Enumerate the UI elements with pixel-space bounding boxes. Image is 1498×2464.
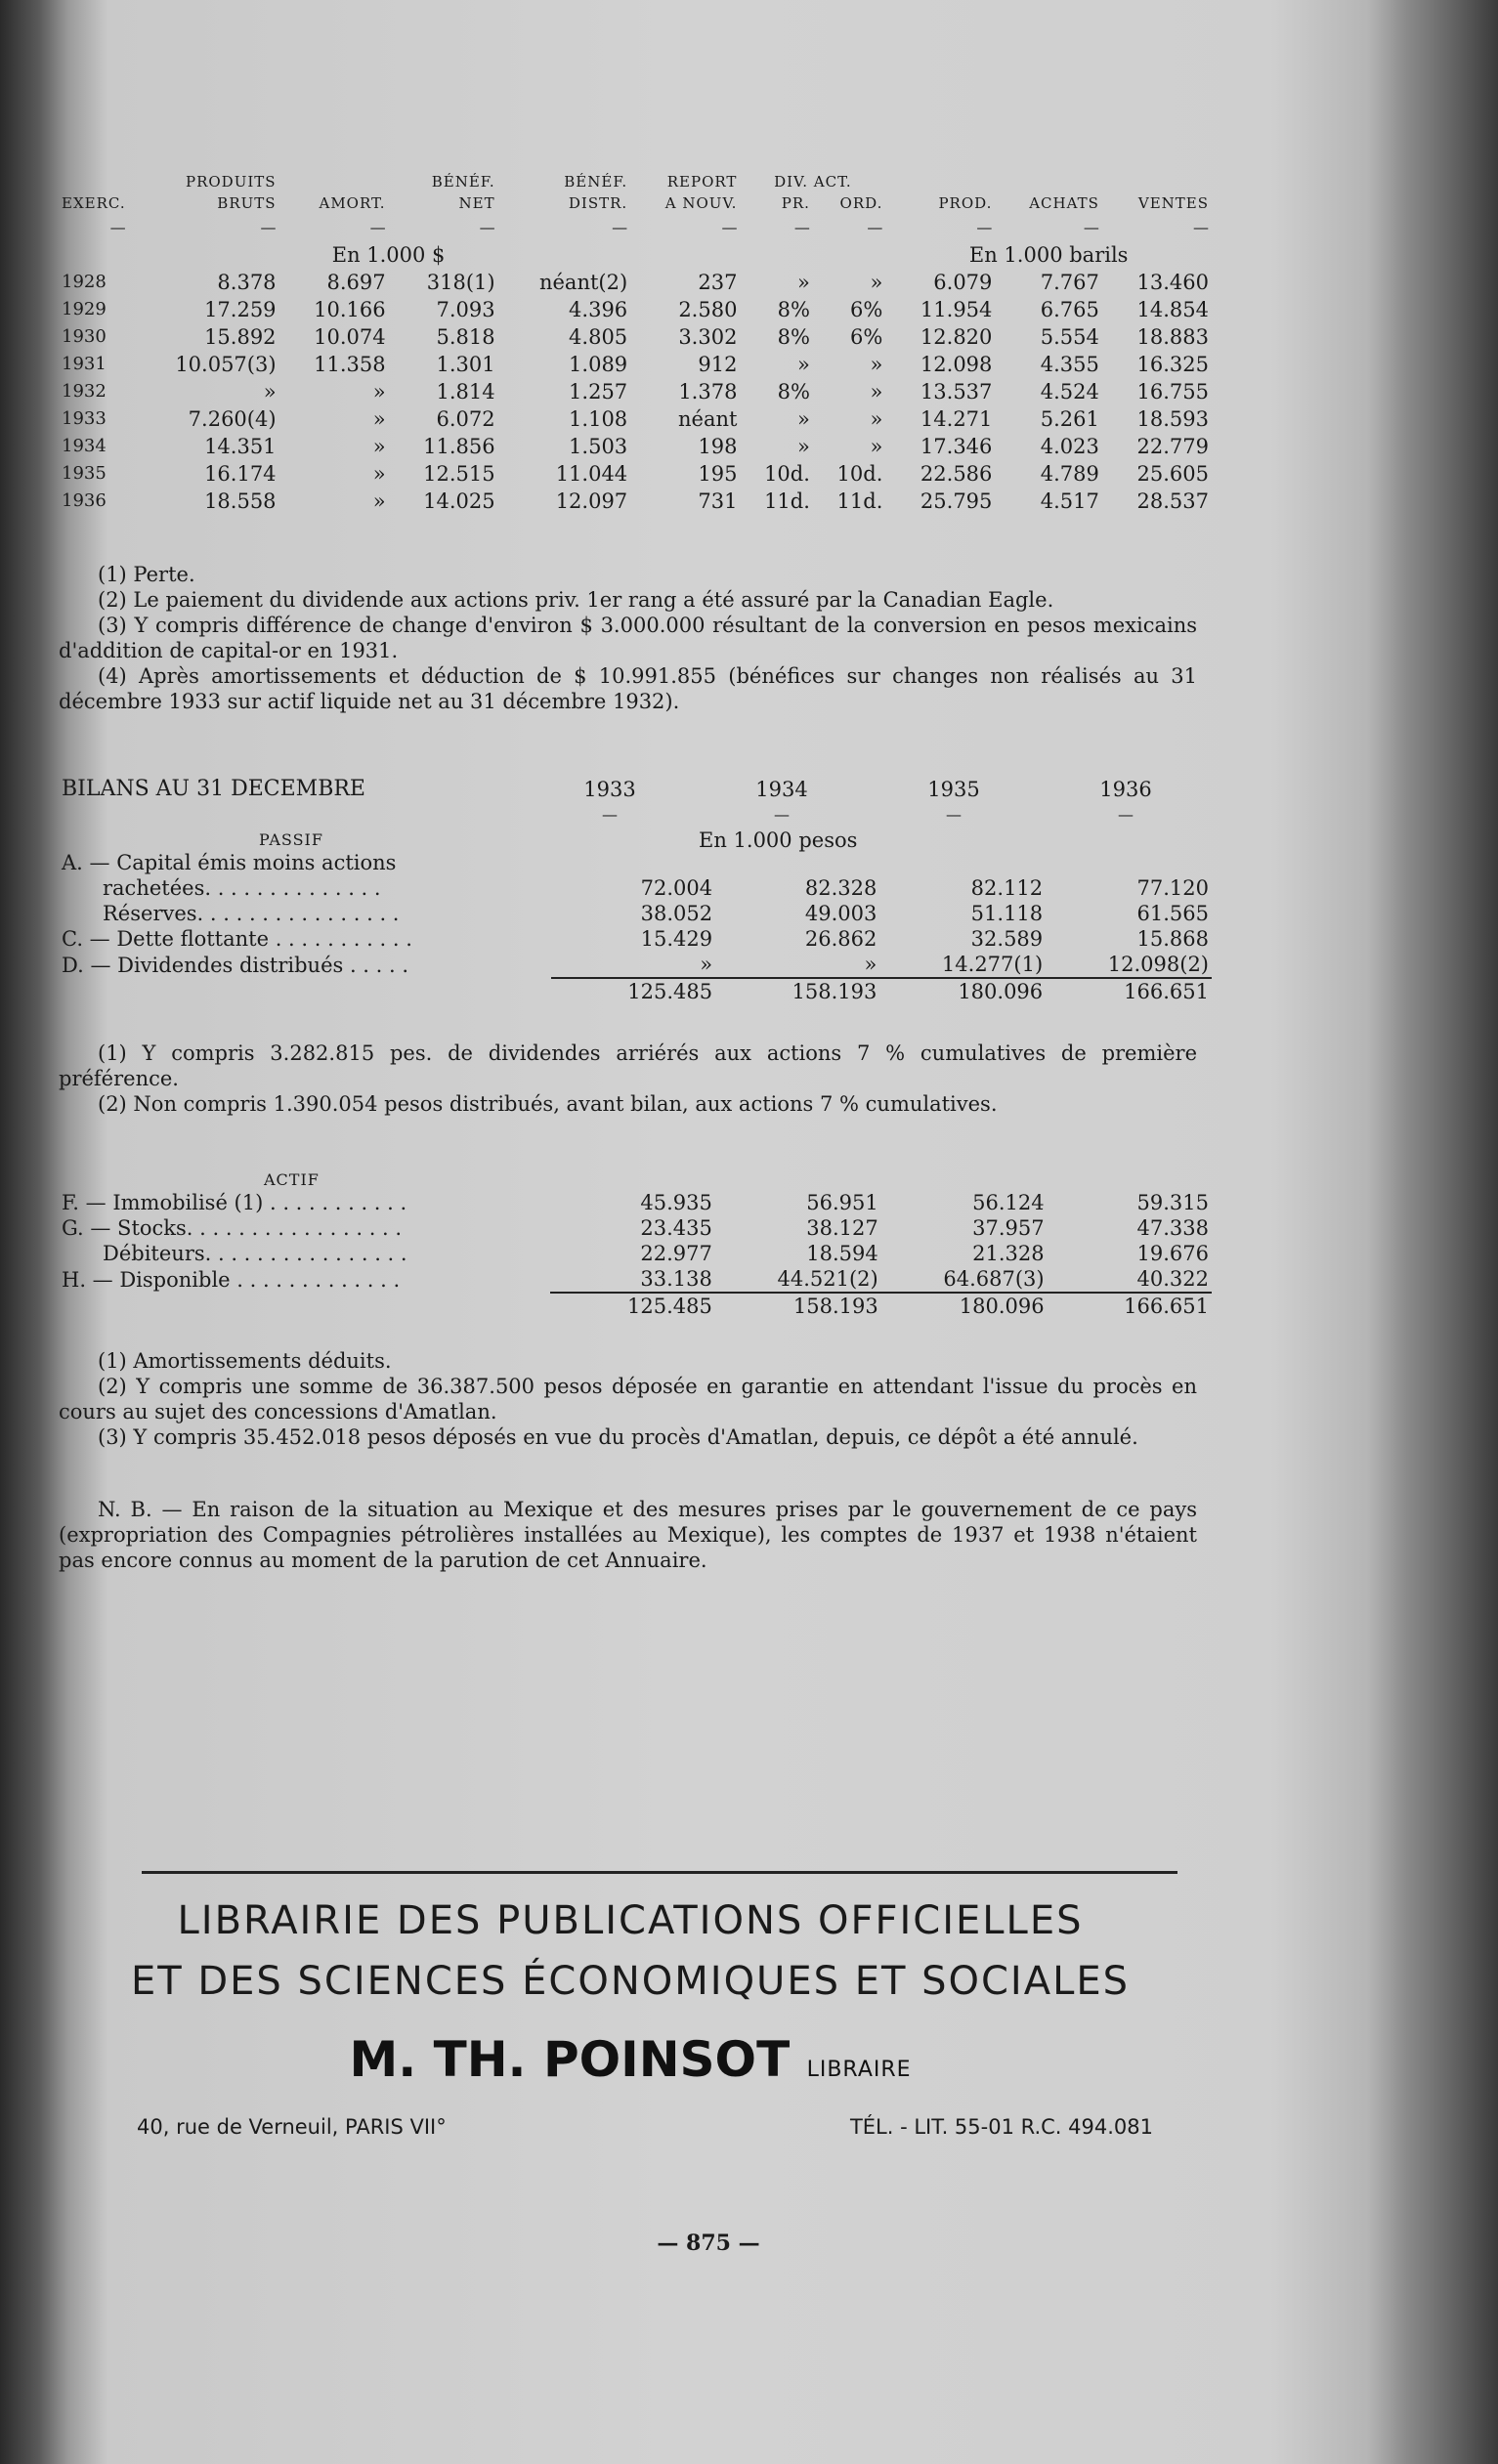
ad-contact <box>78 2115 1182 2139</box>
bilans-title: BILANS AU 31 DECEMBRE <box>62 777 365 801</box>
col-report: REPORT <box>666 173 738 191</box>
actif-title: ACTIF <box>264 1170 320 1189</box>
col-produits: PRODUITS <box>185 173 277 191</box>
bilan-row <box>59 1241 1212 1266</box>
ad-libraire: LIBRAIRE <box>806 2058 912 2082</box>
table-cell: 7.260(4) <box>188 407 277 431</box>
table-cell: 318(1) <box>426 271 495 294</box>
results-table: PRODUITS BÉNÉF. BÉNÉF. REPORT DIV. ACT. EXERC. BRUTS AMORT. NET DISTR. A NOUV. PR. ORD. PROD. ACHATS VENTES — — — — — — — — — — — En 1.000 $ En 1.000 barils 1928 8.378 8.697 318(1) néant(2) 237 » » 6.079 7.767 13.460 1929 17.259 10.166 7.093 4.396 2.580 8% 6% 11.954 6.765 14.854 1930 15.892 10.074 5.818 4.805 3.302 8% 6% 12.820 5.554 18.883 1931 10.057(3) 11.358 1.301 1.089 912 » » 12.098 4.355 16.325 1932 » » 1.814 1.257 1.378 8% » 13.537 4.524 16.755 1933 7.260(4) » 6.072 1.108 néant » » 14.271 5.261 18.593 1934 14.351 » 11.856 1.503 198 » » 17.346 4.023 22.779 1935 16.174 » 12.515 11.044 195 10d. 10d. 22.586 4.789 25.605 1936 18.558 » 14.025 12.097 731 11d. 11d. 25.795 4.517 28.537 <box>59 171 1212 515</box>
table-footnotes <box>59 562 1197 714</box>
table-cell: 198 <box>698 435 738 458</box>
bilan-value: 82.328 <box>804 876 877 900</box>
bilan-label: C. — Dette flottante . . . . . . . . . . . <box>62 927 412 951</box>
nb-note <box>59 1497 1197 1573</box>
table-cell: 25.605 <box>1136 462 1209 486</box>
table-cell: 3.302 <box>678 325 738 349</box>
actif-footnotes <box>59 1348 1197 1450</box>
bilan-label: D. — Dividendes distribués . . . . . <box>62 953 409 977</box>
table-cell: 12.820 <box>920 325 993 349</box>
table-cell: 10.166 <box>314 298 386 321</box>
table-cell: 8% <box>777 325 810 349</box>
table-cell: 1.301 <box>436 353 495 376</box>
bilan-total: 180.096 <box>959 1295 1045 1318</box>
bilan-total: 125.485 <box>627 980 713 1003</box>
table-cell: 1934 <box>62 436 107 456</box>
table-cell: 12.097 <box>555 489 628 513</box>
bilan-value <box>551 850 715 875</box>
table-row <box>59 405 1212 433</box>
year-col: 1933 <box>583 778 636 801</box>
col-prod: PROD. <box>938 194 993 212</box>
col-amort: AMORT. <box>319 194 386 212</box>
bilan-value: 19.676 <box>1136 1242 1209 1265</box>
table-cell: » <box>797 435 810 458</box>
table-cell: 1935 <box>62 463 107 484</box>
bilan-value: 22.977 <box>640 1242 712 1265</box>
passif-table <box>59 850 1212 1004</box>
table-cell: 14.025 <box>423 489 495 513</box>
table-cell: 16.755 <box>1136 380 1209 404</box>
ad-top-rule <box>142 1871 1177 1874</box>
table-cell: 8.378 <box>217 271 277 294</box>
bilan-row <box>59 850 1212 875</box>
col-divact: DIV. ACT. <box>774 173 852 191</box>
bilan-value: » <box>864 953 877 976</box>
bilan-total: 166.651 <box>1124 980 1209 1003</box>
col-benef: BÉNÉF. <box>431 173 495 191</box>
bilan-value: 59.315 <box>1136 1191 1209 1214</box>
table-cell: 1.108 <box>569 407 628 431</box>
bilan-value: 23.435 <box>640 1216 712 1240</box>
col-exerc: EXERC. <box>62 194 126 212</box>
bilan-label: rachetées. . . . . . . . . . . . . . <box>103 876 381 900</box>
bilan-value: 15.868 <box>1136 927 1209 951</box>
col-distr: DISTR. <box>568 194 628 212</box>
table-cell: 237 <box>698 271 738 294</box>
table-cell: 17.346 <box>920 435 993 458</box>
bilan-value: 56.124 <box>972 1191 1045 1214</box>
footnote: (2) Y compris une somme de 36.387.500 pesos déposée en garantie en attendant l'issue du procès en cours au sujet des concessions d'Amatlan. <box>59 1375 1197 1423</box>
bilan-row <box>59 1266 1212 1293</box>
year-col: 1935 <box>927 778 980 801</box>
bilan-value: 77.120 <box>1136 876 1209 900</box>
table-cell: néant <box>678 407 738 431</box>
bilan-value: 21.328 <box>972 1242 1045 1265</box>
table-cell: 4.789 <box>1040 462 1099 486</box>
table-cell: 16.174 <box>204 462 277 486</box>
ad-line-1: LIBRAIRIE DES PUBLICATIONS OFFICIELLES <box>177 1898 1084 1943</box>
bilan-value: » <box>700 953 713 976</box>
passif-footnotes <box>59 1041 1197 1117</box>
col-anouv: A NOUV. <box>664 194 738 212</box>
bilan-value: 38.052 <box>640 902 713 925</box>
table-cell: 1.089 <box>569 353 628 376</box>
table-cell: 1.814 <box>436 380 495 404</box>
bilan-total: 125.485 <box>627 1295 712 1318</box>
table-cell: 22.586 <box>920 462 993 486</box>
table-cell: 5.818 <box>436 325 495 349</box>
page-number: — 875 — <box>657 2230 760 2256</box>
table-cell: » <box>372 462 386 486</box>
nb-text: N. B. — En raison de la situation au Mexique et des mesures prises par le gouvernement de ce pays (expropriation des Compagnies pétrolières installées au Mexique), les comptes de 1937 et 1938 n'étaient pas encore connus au moment de la parution de cet Annuaire. <box>59 1498 1197 1572</box>
table-cell: 11.044 <box>555 462 628 486</box>
table-cell: 25.795 <box>920 489 993 513</box>
passif-title: PASSIF <box>259 830 323 849</box>
col-ord: ORD. <box>839 194 883 212</box>
table-cell: 12.515 <box>423 462 495 486</box>
table-cell: 18.883 <box>1136 325 1209 349</box>
table-cell: 4.023 <box>1040 435 1099 458</box>
units-dollars: En 1.000 $ <box>331 243 446 267</box>
bilan-value: 51.118 <box>970 902 1044 925</box>
bilan-label: Réserves. . . . . . . . . . . . . . . . <box>103 902 400 925</box>
table-cell: 7.093 <box>436 298 495 321</box>
table-cell: » <box>870 271 883 294</box>
table-cell: 10d. <box>836 462 883 486</box>
bilan-value: 44.521(2) <box>777 1267 878 1291</box>
table-cell: 18.558 <box>204 489 277 513</box>
bilan-value: 37.957 <box>972 1216 1045 1240</box>
bilan-row <box>59 875 1212 901</box>
bilans-header: BILANS AU 31 DECEMBRE 1933 1934 1935 1936 — — — — PASSIF En 1.000 pesos <box>59 777 1212 853</box>
table-cell: 11d. <box>836 489 883 513</box>
bilan-value: 47.338 <box>1136 1216 1209 1240</box>
col-pr: PR. <box>781 194 810 212</box>
ad-address: 40, rue de Verneuil, PARIS VII° <box>137 2115 447 2139</box>
col-net: NET <box>458 194 495 212</box>
bilan-value <box>1046 850 1212 875</box>
ad-name: M. TH. POINSOT <box>349 2031 791 2088</box>
table-cell: 4.396 <box>569 298 628 321</box>
table-cell: 14.854 <box>1136 298 1209 321</box>
table-cell: » <box>372 407 386 431</box>
table-cell: 1932 <box>62 381 107 402</box>
table-cell: » <box>870 353 883 376</box>
footnote: (1) Y compris 3.282.815 pes. de dividendes arriérés aux actions 7 % cumulatives de première préférence. <box>59 1041 1197 1090</box>
table-cell: 1929 <box>62 299 107 319</box>
bilan-label: F. — Immobilisé (1) . . . . . . . . . . . <box>62 1191 407 1214</box>
table-cell: 1931 <box>62 354 107 374</box>
bilan-row <box>59 1190 1212 1215</box>
table-cell: 5.554 <box>1040 325 1099 349</box>
ad-line-2: ET DES SCIENCES ÉCONOMIQUES ET SOCIALES <box>130 1959 1131 2004</box>
table-cell: 4.524 <box>1040 380 1099 404</box>
bilan-value: 64.687(3) <box>943 1267 1045 1291</box>
table-cell: 6% <box>850 298 883 321</box>
bilan-value: 38.127 <box>806 1216 878 1240</box>
table-cell: 11d. <box>764 489 810 513</box>
table-cell: 13.460 <box>1136 271 1209 294</box>
table-cell: 7.767 <box>1040 271 1099 294</box>
table-row <box>59 269 1212 296</box>
table-cell: 12.098 <box>920 353 993 376</box>
bilan-value: 61.565 <box>1136 902 1209 925</box>
bilan-row <box>59 952 1212 978</box>
col-achats: ACHATS <box>1029 194 1099 212</box>
bilan-value: 33.138 <box>640 1267 712 1291</box>
table-cell: 18.593 <box>1136 407 1209 431</box>
footnote: (2) Non compris 1.390.054 pesos distribués, avant bilan, aux actions 7 % cumulatives. <box>98 1092 998 1116</box>
table-cell: 1.257 <box>569 380 628 404</box>
table-row <box>59 488 1212 515</box>
table-cell: 731 <box>698 489 738 513</box>
footnote: (1) Perte. <box>98 563 195 586</box>
table-row <box>59 460 1212 488</box>
table-cell: 195 <box>698 462 738 486</box>
table-cell: 14.271 <box>920 407 993 431</box>
footnote: (3) Y compris différence de change d'environ $ 3.000.000 résultant de la conversion en pesos mexicains d'addition de capital-or en 1931. <box>59 614 1197 662</box>
table-row <box>59 433 1212 460</box>
bilan-value: 82.112 <box>970 876 1044 900</box>
footnote: (2) Le paiement du dividende aux actions priv. 1er rang a été assuré par la Canadian Eagle. <box>98 588 1054 612</box>
table-cell: » <box>372 489 386 513</box>
bilan-value: 40.322 <box>1136 1267 1209 1291</box>
table-row <box>59 378 1212 405</box>
table-row <box>59 351 1212 378</box>
bilan-value: 72.004 <box>640 876 713 900</box>
bilan-row <box>59 901 1212 926</box>
units-pesos: En 1.000 pesos <box>699 828 858 852</box>
bilan-label: H. — Disponible . . . . . . . . . . . . . <box>62 1267 401 1292</box>
advertisement <box>78 1890 1182 2139</box>
bilan-value: 49.003 <box>804 902 877 925</box>
table-row <box>59 323 1212 351</box>
table-cell: 8% <box>777 380 810 404</box>
table-cell: » <box>870 407 883 431</box>
col-benef2: BÉNÉF. <box>564 173 628 191</box>
table-cell: » <box>263 380 277 404</box>
table-cell: 6.072 <box>436 407 495 431</box>
table-cell: 11.358 <box>314 353 386 376</box>
table-cell: 912 <box>698 353 738 376</box>
bilan-total: 158.193 <box>792 980 877 1003</box>
table-cell: 15.892 <box>204 325 277 349</box>
table-cell: 6.079 <box>933 271 993 294</box>
year-col: 1936 <box>1099 778 1152 801</box>
table-cell: 13.537 <box>920 380 993 404</box>
col-bruts: BRUTS <box>217 194 277 212</box>
table-cell: 1933 <box>62 408 107 429</box>
col-ventes: VENTES <box>1137 194 1209 212</box>
table-cell: 1.378 <box>678 380 738 404</box>
bilan-value: 32.589 <box>970 927 1044 951</box>
table-cell: » <box>797 353 810 376</box>
table-cell: 2.580 <box>678 298 738 321</box>
table-cell: 4.517 <box>1040 489 1099 513</box>
table-cell: 6.765 <box>1040 298 1099 321</box>
table-cell: 10.074 <box>314 325 386 349</box>
table-cell: » <box>870 380 883 404</box>
table-cell: 1928 <box>62 272 107 292</box>
table-cell: 1.503 <box>569 435 628 458</box>
table-cell: 4.355 <box>1040 353 1099 376</box>
bilan-row <box>59 926 1212 952</box>
table-cell: 14.351 <box>204 435 277 458</box>
table-cell: 10.057(3) <box>175 353 277 376</box>
ad-phone: TÉL. - LIT. 55-01 R.C. 494.081 <box>849 2115 1153 2139</box>
table-cell: 11.954 <box>920 298 993 321</box>
bilan-value: 56.951 <box>806 1191 878 1214</box>
table-cell: 17.259 <box>204 298 277 321</box>
table-cell: » <box>797 271 810 294</box>
bilan-row <box>59 1215 1212 1241</box>
bilan-label: A. — Capital émis moins actions <box>62 851 397 874</box>
bilan-value: 45.935 <box>640 1191 712 1214</box>
bilan-value <box>879 850 1046 875</box>
bilan-value <box>715 850 879 875</box>
bilan-value: 15.429 <box>640 927 713 951</box>
table-cell: » <box>372 380 386 404</box>
bilan-total: 180.096 <box>958 980 1044 1003</box>
bilan-total: 166.651 <box>1124 1295 1209 1318</box>
actif-table <box>59 1190 1212 1319</box>
table-cell: néant(2) <box>538 271 628 294</box>
table-cell: 10d. <box>764 462 810 486</box>
table-cell: 8.697 <box>326 271 386 294</box>
ad-bookseller <box>78 2031 1182 2088</box>
footnote: (1) Amortissements déduits. <box>98 1349 392 1373</box>
table-cell: 1930 <box>62 326 107 347</box>
table-cell: 22.779 <box>1136 435 1209 458</box>
table-cell: 28.537 <box>1136 489 1209 513</box>
table-cell: 4.805 <box>569 325 628 349</box>
bilan-value: 14.277(1) <box>941 953 1044 976</box>
bilan-label: G. — Stocks. . . . . . . . . . . . . . . . . <box>62 1216 403 1240</box>
table-cell: » <box>870 435 883 458</box>
table-cell: 5.261 <box>1040 407 1099 431</box>
bilan-value: 12.098(2) <box>1107 953 1209 976</box>
table-row <box>59 296 1212 323</box>
table-cell: 16.325 <box>1136 353 1209 376</box>
table-cell: 11.856 <box>423 435 495 458</box>
bilan-total: 158.193 <box>792 1295 878 1318</box>
footnote: (3) Y compris 35.452.018 pesos déposés en vue du procès d'Amatlan, depuis, ce dépôt a été annulé. <box>98 1425 1138 1449</box>
units-barils: En 1.000 barils <box>968 243 1129 267</box>
table-cell: 8% <box>777 298 810 321</box>
bilan-value: 18.594 <box>806 1242 878 1265</box>
bilan-value: 26.862 <box>804 927 877 951</box>
footnote: (4) Après amortissements et déduction de $ 10.991.855 (bénéfices sur changes non réalisés au 31 décembre 1933 sur actif liquide net au 31 décembre 1932). <box>59 664 1197 713</box>
table-cell: 6% <box>850 325 883 349</box>
table-cell: » <box>797 407 810 431</box>
bilan-label: Débiteurs. . . . . . . . . . . . . . . . <box>103 1242 407 1265</box>
table-cell: » <box>372 435 386 458</box>
table-cell: 1936 <box>62 490 107 511</box>
year-col: 1934 <box>755 778 808 801</box>
